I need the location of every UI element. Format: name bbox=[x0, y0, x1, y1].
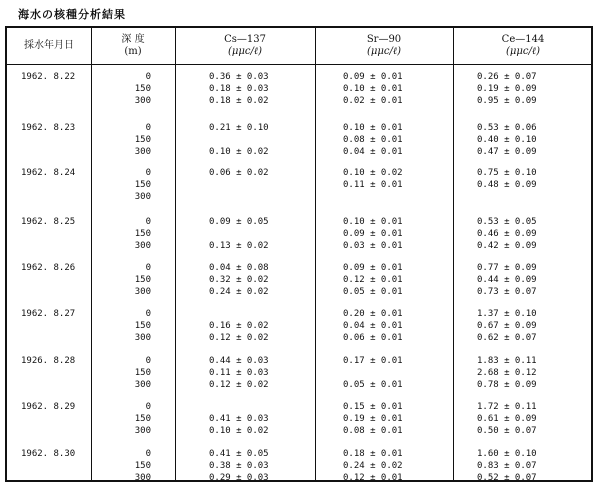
ce144-value: 0.47 ± 0.09 bbox=[477, 147, 537, 158]
cs137-value: 0.09 ± 0.05 bbox=[209, 217, 269, 227]
sr90-value: 0.04 ± 0.01 bbox=[343, 321, 403, 332]
table-row bbox=[7, 355, 591, 394]
depth: 0 bbox=[145, 72, 151, 82]
cs137-value: 0.16 ± 0.02 bbox=[209, 321, 269, 332]
results-table bbox=[5, 26, 593, 482]
sr90-value: 0.10 ± 0.01 bbox=[343, 123, 403, 133]
cs137-value: 0.13 ± 0.02 bbox=[209, 241, 269, 252]
sr90-value: 0.10 ± 0.01 bbox=[343, 84, 403, 95]
cs137-value bbox=[209, 228, 309, 240]
cs137-value: 0.04 ± 0.08 bbox=[209, 263, 269, 273]
sample-date: 1962. 8.27 bbox=[21, 309, 76, 319]
depth-cell bbox=[103, 216, 151, 253]
ce144-value: 0.61 ± 0.09 bbox=[477, 414, 537, 425]
ce144-value: 0.67 ± 0.09 bbox=[477, 321, 537, 332]
ce144-value: 0.40 ± 0.10 bbox=[477, 135, 537, 146]
depth: 300 bbox=[134, 147, 151, 158]
sr90-value: 0.12 ± 0.01 bbox=[343, 275, 403, 286]
depth-cell bbox=[103, 262, 151, 299]
cs137-value-cell bbox=[209, 167, 309, 204]
depth-cell bbox=[103, 355, 151, 392]
sr90-value-cell bbox=[343, 122, 443, 159]
sr90-value: 0.17 ± 0.01 bbox=[343, 356, 403, 366]
depth: 150 bbox=[134, 461, 151, 472]
depth: 0 bbox=[145, 449, 151, 459]
sr90-value: 0.09 ± 0.01 bbox=[343, 263, 403, 273]
table-row bbox=[7, 262, 591, 301]
ce144-value-cell bbox=[477, 71, 577, 108]
depth: 300 bbox=[134, 380, 151, 391]
ce144-value: 0.52 ± 0.07 bbox=[477, 473, 537, 484]
cs137-value bbox=[209, 308, 309, 320]
cs137-value: 0.12 ± 0.02 bbox=[209, 333, 269, 344]
cs137-value: 0.38 ± 0.03 bbox=[209, 461, 269, 472]
cs137-value bbox=[209, 134, 309, 146]
ce144-value: 0.48 ± 0.09 bbox=[477, 180, 537, 191]
sr90-value: 0.15 ± 0.01 bbox=[343, 402, 403, 412]
cs137-value bbox=[209, 191, 309, 203]
header-sr90-label: Sr—90 bbox=[366, 34, 402, 45]
sr90-value-cell bbox=[343, 71, 443, 108]
depth: 300 bbox=[134, 426, 151, 437]
depth: 0 bbox=[145, 356, 151, 366]
depth-cell bbox=[103, 401, 151, 438]
sr90-value: 0.09 ± 0.01 bbox=[343, 72, 403, 82]
depth: 150 bbox=[134, 414, 151, 425]
depth-cell bbox=[103, 167, 151, 204]
cs137-value: 0.41 ± 0.03 bbox=[209, 414, 269, 425]
ce144-value-cell bbox=[477, 355, 577, 392]
table-row bbox=[7, 167, 591, 206]
ce144-value: 0.62 ± 0.07 bbox=[477, 333, 537, 344]
sample-date: 1926. 8.28 bbox=[21, 356, 76, 366]
cs137-value: 0.29 ± 0.03 bbox=[209, 473, 269, 484]
cs137-value-cell bbox=[209, 262, 309, 299]
sample-date: 1962. 8.30 bbox=[21, 449, 76, 459]
cs137-value: 0.24 ± 0.02 bbox=[209, 287, 269, 298]
header-cs137-label: Cs—137 bbox=[224, 34, 266, 45]
table-row bbox=[7, 448, 591, 487]
ce144-value: 0.26 ± 0.07 bbox=[477, 72, 537, 82]
depth: 300 bbox=[134, 333, 151, 344]
ce144-value: 0.95 ± 0.09 bbox=[477, 96, 537, 107]
table-row bbox=[7, 122, 591, 161]
header-sr90-unit: (μμc/ℓ) bbox=[367, 46, 401, 57]
cs137-value bbox=[209, 401, 309, 413]
sr90-value-cell bbox=[343, 262, 443, 299]
ce144-value-cell bbox=[477, 167, 577, 204]
sr90-value: 0.08 ± 0.01 bbox=[343, 426, 403, 437]
depth: 150 bbox=[134, 180, 151, 191]
sr90-value: 0.08 ± 0.01 bbox=[343, 135, 403, 146]
header-cs137-unit: (μμc/ℓ) bbox=[228, 46, 262, 57]
depth: 0 bbox=[145, 402, 151, 412]
sr90-value-cell bbox=[343, 401, 443, 438]
header-sr90 bbox=[315, 28, 453, 64]
sr90-value: 0.03 ± 0.01 bbox=[343, 241, 403, 252]
depth: 300 bbox=[134, 287, 151, 298]
ce144-value: 1.60 ± 0.10 bbox=[477, 449, 537, 459]
ce144-value: 1.37 ± 0.10 bbox=[477, 309, 537, 319]
sample-date: 1962. 8.29 bbox=[21, 402, 76, 412]
cs137-value-cell bbox=[209, 448, 309, 485]
cs137-value: 0.18 ± 0.03 bbox=[209, 84, 269, 95]
sr90-value: 0.10 ± 0.02 bbox=[343, 168, 403, 178]
ce144-value bbox=[477, 191, 577, 203]
ce144-value: 0.75 ± 0.10 bbox=[477, 168, 537, 178]
sr90-value bbox=[343, 191, 443, 203]
sr90-value-cell bbox=[343, 308, 443, 345]
sr90-value-cell bbox=[343, 448, 443, 485]
cs137-value: 0.18 ± 0.02 bbox=[209, 96, 269, 107]
header-ce144 bbox=[453, 28, 593, 64]
table-row bbox=[7, 71, 591, 110]
depth: 300 bbox=[134, 473, 151, 484]
sr90-value-cell bbox=[343, 167, 443, 204]
header-depth-unit: (m) bbox=[124, 46, 142, 57]
depth: 0 bbox=[145, 217, 151, 227]
ce144-value: 0.44 ± 0.09 bbox=[477, 275, 537, 286]
sr90-value: 0.02 ± 0.01 bbox=[343, 96, 403, 107]
sr90-value-cell bbox=[343, 355, 443, 392]
depth: 0 bbox=[145, 168, 151, 178]
sr90-value bbox=[343, 367, 443, 379]
cs137-value-cell bbox=[209, 216, 309, 253]
sr90-value: 0.11 ± 0.01 bbox=[343, 180, 403, 191]
depth: 150 bbox=[134, 84, 151, 95]
ce144-value: 1.72 ± 0.11 bbox=[477, 402, 537, 412]
cs137-value: 0.11 ± 0.03 bbox=[209, 368, 269, 379]
ce144-value-cell bbox=[477, 216, 577, 253]
depth: 150 bbox=[134, 135, 151, 146]
ce144-value: 0.78 ± 0.09 bbox=[477, 380, 537, 391]
depth: 300 bbox=[134, 96, 151, 107]
ce144-value: 1.83 ± 0.11 bbox=[477, 356, 537, 366]
sample-date: 1962. 8.25 bbox=[21, 217, 76, 227]
cs137-value bbox=[209, 179, 309, 191]
table-row bbox=[7, 216, 591, 255]
sr90-value: 0.20 ± 0.01 bbox=[343, 309, 403, 319]
ce144-value-cell bbox=[477, 262, 577, 299]
table-title: 海水の核種分析結果 bbox=[18, 8, 126, 21]
header-date bbox=[7, 28, 91, 64]
cs137-value-cell bbox=[209, 308, 309, 345]
cs137-value: 0.12 ± 0.02 bbox=[209, 380, 269, 391]
ce144-value-cell bbox=[477, 448, 577, 485]
header-ce144-unit: (μμc/ℓ) bbox=[506, 46, 540, 57]
sample-date: 1962. 8.26 bbox=[21, 263, 76, 273]
ce144-value: 0.77 ± 0.09 bbox=[477, 263, 537, 273]
sample-date: 1962. 8.22 bbox=[21, 72, 76, 82]
ce144-value: 0.19 ± 0.09 bbox=[477, 84, 537, 95]
cs137-value-cell bbox=[209, 71, 309, 108]
sr90-value: 0.06 ± 0.01 bbox=[343, 333, 403, 344]
depth-cell bbox=[103, 308, 151, 345]
sample-date: 1962. 8.23 bbox=[21, 123, 76, 133]
cs137-value-cell bbox=[209, 355, 309, 392]
sr90-value-cell bbox=[343, 216, 443, 253]
cs137-value: 0.10 ± 0.02 bbox=[209, 147, 269, 158]
depth: 150 bbox=[134, 229, 151, 240]
ce144-value: 0.83 ± 0.07 bbox=[477, 461, 537, 472]
depth: 150 bbox=[134, 368, 151, 379]
ce144-value: 0.53 ± 0.06 bbox=[477, 123, 537, 133]
ce144-value: 0.46 ± 0.09 bbox=[477, 229, 537, 240]
depth: 0 bbox=[145, 309, 151, 319]
sr90-value: 0.04 ± 0.01 bbox=[343, 147, 403, 158]
ce144-value-cell bbox=[477, 401, 577, 438]
cs137-value: 0.10 ± 0.02 bbox=[209, 426, 269, 437]
header-cs137 bbox=[175, 28, 315, 64]
sr90-value: 0.12 ± 0.01 bbox=[343, 473, 403, 484]
sr90-value: 0.24 ± 0.02 bbox=[343, 461, 403, 472]
header-depth-label: 深 度 bbox=[121, 34, 145, 45]
depth-cell bbox=[103, 448, 151, 485]
depth: 150 bbox=[134, 275, 151, 286]
depth-cell bbox=[103, 71, 151, 108]
ce144-value-cell bbox=[477, 308, 577, 345]
cs137-value: 0.06 ± 0.02 bbox=[209, 168, 269, 178]
depth: 300 bbox=[134, 241, 151, 252]
sr90-value: 0.09 ± 0.01 bbox=[343, 229, 403, 240]
sr90-value: 0.19 ± 0.01 bbox=[343, 414, 403, 425]
table-row bbox=[7, 401, 591, 440]
sample-date: 1962. 8.24 bbox=[21, 168, 76, 178]
sr90-value: 0.05 ± 0.01 bbox=[343, 380, 403, 391]
cs137-value: 0.41 ± 0.05 bbox=[209, 449, 269, 459]
ce144-value: 0.42 ± 0.09 bbox=[477, 241, 537, 252]
ce144-value: 0.73 ± 0.07 bbox=[477, 287, 537, 298]
cs137-value-cell bbox=[209, 401, 309, 438]
depth: 0 bbox=[145, 123, 151, 133]
header-date-label: 採水年月日 bbox=[24, 40, 74, 51]
header-depth bbox=[91, 28, 175, 64]
cs137-value-cell bbox=[209, 122, 309, 159]
sr90-value: 0.10 ± 0.01 bbox=[343, 217, 403, 227]
table-row bbox=[7, 308, 591, 347]
depth: 300 bbox=[134, 192, 151, 203]
cs137-value: 0.32 ± 0.02 bbox=[209, 275, 269, 286]
sr90-value: 0.18 ± 0.01 bbox=[343, 449, 403, 459]
ce144-value: 0.50 ± 0.07 bbox=[477, 426, 537, 437]
cs137-value: 0.36 ± 0.03 bbox=[209, 72, 269, 82]
header-divider bbox=[7, 64, 591, 65]
depth: 0 bbox=[145, 263, 151, 273]
sr90-value: 0.05 ± 0.01 bbox=[343, 287, 403, 298]
ce144-value: 0.53 ± 0.05 bbox=[477, 217, 537, 227]
depth: 150 bbox=[134, 321, 151, 332]
ce144-value-cell bbox=[477, 122, 577, 159]
header-ce144-label: Ce—144 bbox=[501, 34, 545, 45]
depth-cell bbox=[103, 122, 151, 159]
cs137-value: 0.44 ± 0.03 bbox=[209, 356, 269, 366]
cs137-value: 0.21 ± 0.10 bbox=[209, 123, 269, 133]
ce144-value: 2.68 ± 0.12 bbox=[477, 368, 537, 379]
